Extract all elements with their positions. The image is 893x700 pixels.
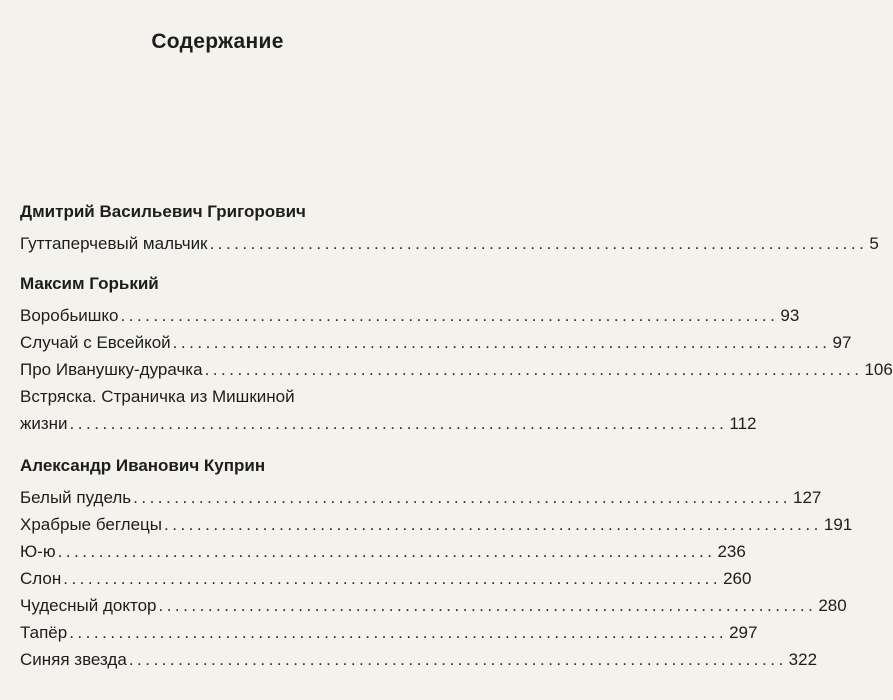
entry-page: 260 — [723, 569, 752, 588]
entry-title: Ю-ю — [20, 542, 56, 561]
leader-dots: ................................................................................ — [133, 488, 791, 507]
leader-dots: ................................................................................ — [69, 623, 728, 642]
entry-title: Храбрые беглецы — [20, 515, 162, 534]
toc-entry — [20, 329, 852, 356]
toc-section — [20, 200, 879, 257]
toc-section — [20, 454, 853, 673]
entry-title: Случай с Евсейкой — [20, 333, 171, 352]
entry-title: Белый пудель — [20, 488, 132, 507]
toc-entry — [20, 511, 853, 538]
entry-page: 127 — [793, 488, 822, 507]
toc-entry — [20, 646, 818, 673]
entry-title: Про Иванушку-дурачка — [20, 360, 203, 379]
leader-dots: ................................................................................ — [69, 414, 728, 433]
entry-page: 112 — [729, 414, 757, 433]
entry-title: Слон — [20, 569, 62, 588]
leader-dots: ................................................................................ — [172, 333, 831, 352]
entry-title: Тапёр — [20, 623, 68, 642]
entry-title-continuation: жизни — [20, 414, 68, 433]
entry-page: 5 — [869, 234, 879, 253]
entry-title: Встряска. Страничка из Мишкиной — [20, 387, 295, 406]
entry-page: 106 — [864, 360, 893, 379]
leader-dots: ................................................................................ — [57, 542, 716, 561]
entry-page: 93 — [780, 306, 800, 325]
toc-entry — [20, 619, 758, 646]
author-name: Максим Горький — [20, 274, 159, 293]
leader-dots: ................................................................................ — [158, 596, 817, 615]
leader-dots: ................................................................................ — [120, 306, 779, 325]
entry-page: 280 — [818, 596, 847, 615]
toc-entry — [20, 565, 752, 592]
leader-dots: ................................................................................ — [164, 515, 822, 534]
page-title: Содержание — [151, 30, 284, 53]
toc-entry — [20, 592, 847, 619]
leader-dots: ................................................................................ — [128, 650, 787, 669]
entry-title: Чудесный доктор — [20, 596, 157, 615]
toc-entry — [20, 356, 893, 383]
leader-dots: ................................................................................ — [204, 360, 863, 379]
entry-page: 297 — [729, 623, 758, 642]
toc-entry — [20, 484, 822, 511]
entry-page: 236 — [717, 542, 746, 561]
toc-entry — [20, 538, 746, 565]
entry-page: 191 — [823, 515, 853, 534]
toc-entry — [20, 302, 800, 329]
author-name: Александр Иванович Куприн — [20, 456, 266, 475]
toc-entry — [20, 230, 879, 257]
entry-title: Воробьишко — [20, 306, 119, 325]
entry-page: 97 — [832, 333, 852, 352]
leader-dots: ................................................................................ — [209, 234, 868, 253]
toc-section — [20, 272, 893, 437]
entry-title: Синяя звезда — [20, 650, 127, 669]
entry-page: 322 — [788, 650, 818, 669]
leader-dots: ................................................................................ — [63, 569, 722, 588]
toc-entry — [20, 410, 757, 437]
entry-title: Гуттаперчевый мальчик — [20, 234, 208, 253]
author-name: Дмитрий Васильевич Григорович — [20, 202, 306, 221]
